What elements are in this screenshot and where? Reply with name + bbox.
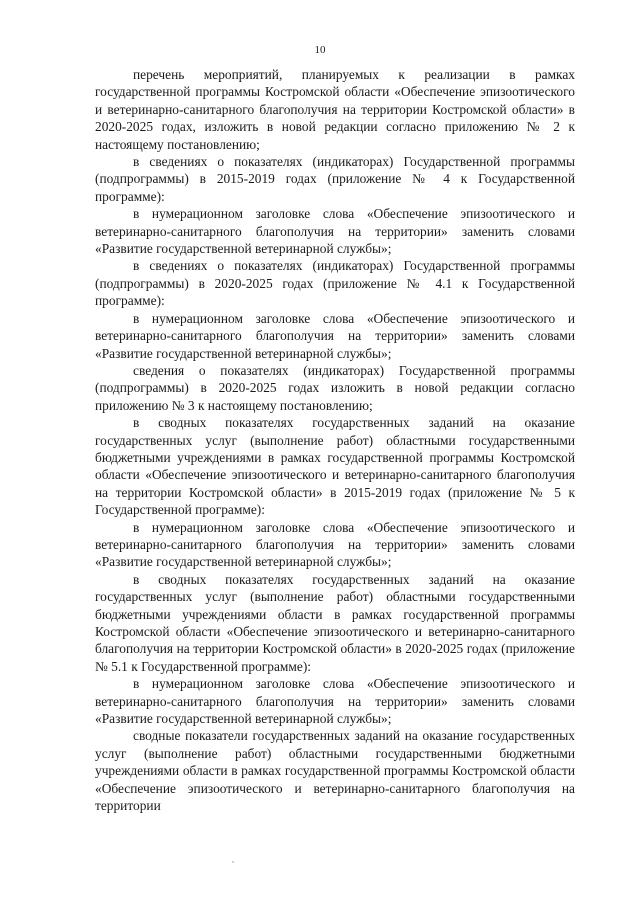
paragraph: в сведениях о показателях (индикаторах) Государственной программы (подпрограммы) в 2020-2025 годах (приложение № 4.1 к Государственной программе): [95,258,575,309]
document-body [95,66,575,814]
scan-speck [232,861,234,863]
paragraph: сведения о показателях (индикаторах) Государственной программы (подпрограммы) в 2020-2025 годах изложить в новой редакции согласно приложению № 3 к настоящему постановлению; [95,362,575,413]
paragraph: в сводных показателях государственных заданий на оказание государственных услуг (выполнение работ) областными государственными бюджетными учреждениями области в рамках государственной программы Костромской области «Обеспечение эпизоотического и ветеринарно-санитарного благополучия на территории Костромской области» в 2020-2025 годах (приложение № 5.1 к Государственной программе): [95,571,575,674]
paragraph: сводные показатели государственных заданий на оказание государственных услуг (выполнение работ) областными государственными бюджетными учреждениями области в рамках государственной программы Костромской области «Обеспечение эпизоотического и ветеринарно-санитарного благополучия на территории [95,728,575,814]
paragraph: перечень мероприятий, планируемых к реализации в рамках государственной программы Костромской области «Обеспечение эпизоотического и ветеринарно-санитарного благополучия на территории Костромской области» в 2020-2025 годах, изложить в новой редакции согласно приложению № 2 к настоящему постановлению; [95,67,575,152]
paragraph: в нумерационном заголовке слова «Обеспечение эпизоотического и ветеринарно-санитарного благополучия на территории» заменить словами «Развитие государственной ветеринарной службы»; [95,676,575,727]
paragraph: в сведениях о показателях (индикаторах) Государственной программы (подпрограммы) в 2015-2019 годах (приложение № 4 к Государственной программе): [95,154,575,204]
page-number: 10 [314,44,326,56]
paragraph: в нумерационном заголовке слова «Обеспечение эпизоотического и ветеринарно-санитарного благополучия на территории» заменить словами «Развитие государственной ветеринарной службы»; [95,206,575,257]
paragraph: в нумерационном заголовке слова «Обеспечение эпизоотического и ветеринарно-санитарного благополучия на территории» заменить словами «Развитие государственной ветеринарной службы»; [95,310,575,361]
paragraph: в нумерационном заголовке слова «Обеспечение эпизоотического и ветеринарно-санитарного благополучия на территории» заменить словами «Развитие государственной ветеринарной службы»; [95,519,575,570]
paragraph: в сводных показателях государственных заданий на оказание государственных услуг (выполнение работ) областными государственными бюджетными учреждениями в рамках государственной программы Костромской области «Обеспечение эпизоотического и ветеринарно-санитарного благополучия на территории Костромской области» в 2015-2019 годах (приложение № 5 к Государственной программе): [95,415,575,518]
